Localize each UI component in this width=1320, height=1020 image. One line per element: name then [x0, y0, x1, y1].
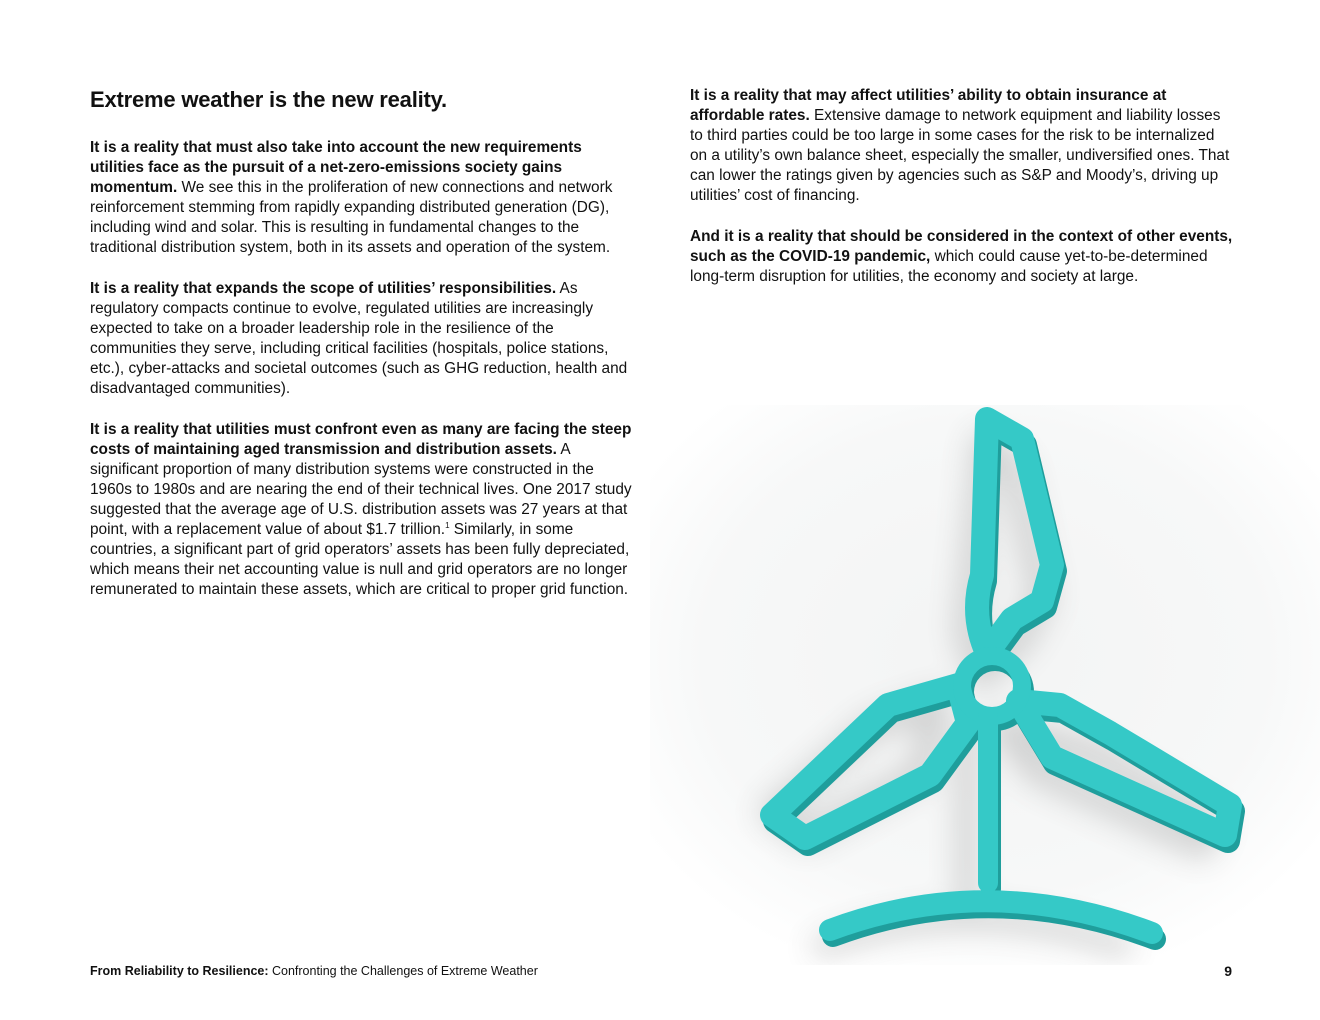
paragraph-body: A significant proportion of many distribution systems were constructed in the 1960s to 1980s and are nearing the end of their technical lives. One 2017 study suggested that the average age of U.S. distribution assets was 27 years at that point, with a replacement value of about $1.7 trillion.	[90, 441, 632, 538]
footnote-marker: 1	[445, 521, 450, 530]
paragraph-body: As regulatory compacts continue to evolve, regulated utilities are increasingly expected to take on a broader leadership role in the resilience of the communities they serve, including critical facilities (hospitals, police stations, etc.), cyber-attacks and societal outcomes (such as GHG reduction, health and disadvantaged communities).	[90, 280, 628, 397]
footer-publication-title	[90, 963, 538, 979]
paragraph-insurance	[690, 86, 1235, 206]
footer-title-rest: Confronting the Challenges of Extreme Weather	[268, 964, 538, 978]
paragraph-body: Extensive damage to network equipment and liability losses to third parties could be too large in some cases for the risk to be internalized on a utility’s own balance sheet, especially the smaller, undiversified ones. That can lower the ratings given by agencies such as S&P and Moody’s, driving up utilities’ cost of financing.	[690, 107, 1230, 204]
left-column	[90, 86, 635, 621]
paragraph-lead: It is a reality that utilities must confront even as many are facing the steep costs of maintaining aged transmission and distribution assets.	[90, 421, 632, 458]
paragraph-lead: It is a reality that must also take into account the new requirements utilities face as the pursuit of a net-zero-emissions society gains momentum.	[90, 139, 582, 196]
paragraph-net-zero	[90, 138, 635, 258]
paragraph-lead: It is a reality that may affect utilities’ ability to obtain insurance at affordable rates.	[690, 87, 1167, 124]
wind-turbine-illustration	[640, 405, 1320, 965]
paragraph-lead: And it is a reality that should be considered in the context of other events, such as the COVID-19 pandemic,	[690, 228, 1233, 265]
paragraph-covid	[690, 227, 1235, 287]
footer-title-bold: From Reliability to Resilience:	[90, 964, 269, 978]
paragraph-body: which could cause yet-to-be-determined long-term disruption for utilities, the economy and society at large.	[690, 248, 1208, 285]
right-column	[690, 86, 1235, 308]
wind-turbine-icon	[640, 405, 1320, 965]
page-heading: Extreme weather is the new reality.	[90, 87, 447, 112]
paragraph-aged-assets	[90, 420, 635, 600]
page-number: 9	[1224, 963, 1232, 979]
paragraph-lead: It is a reality that expands the scope of utilities’ responsibilities.	[90, 280, 557, 297]
paragraph-body-continued: Similarly, in some countries, a significant part of grid operators’ assets has been fully depreciated, which means their net accounting value is null and grid operators are no longer remunerated to maintain these assets, which are critical to proper grid function.	[90, 521, 630, 598]
paragraph-body: We see this in the proliferation of new connections and network reinforcement stemming from rapidly expanding distributed generation (DG), including wind and solar. This is resulting in fundamental changes to the traditional distribution system, both in its assets and operation of the system.	[90, 179, 613, 256]
paragraph-responsibilities	[90, 279, 635, 399]
